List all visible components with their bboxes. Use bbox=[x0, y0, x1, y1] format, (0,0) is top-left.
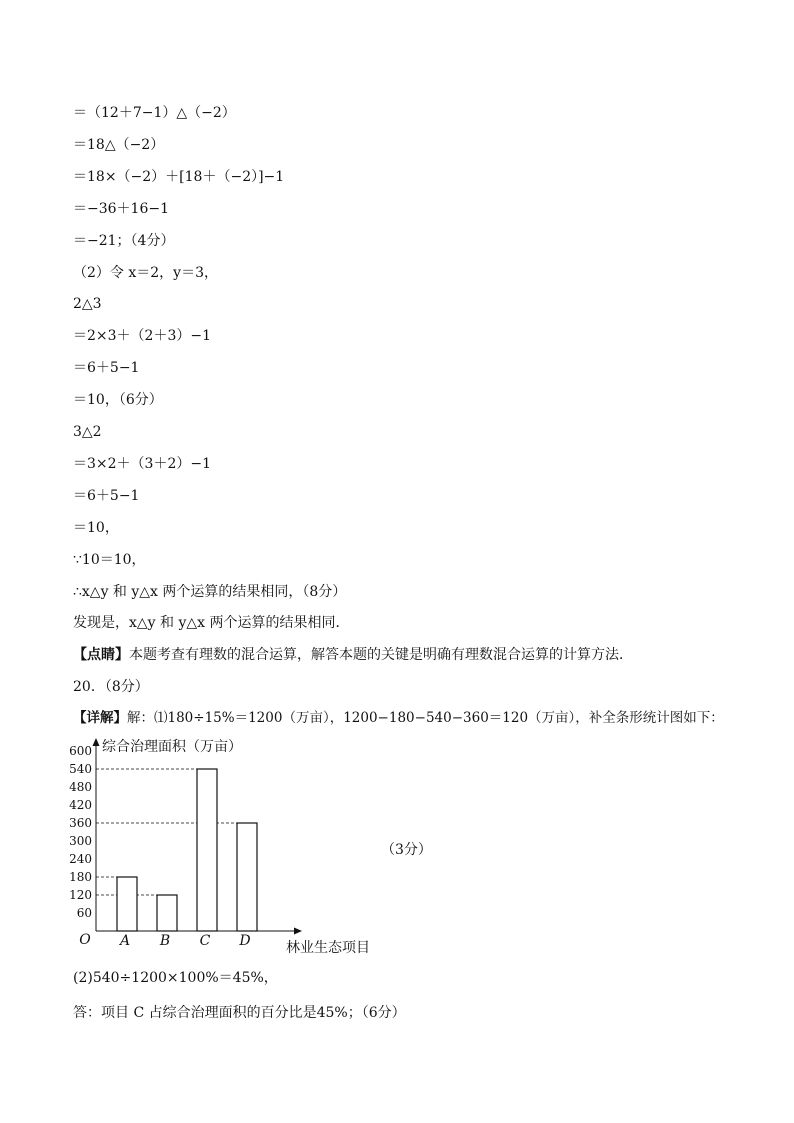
chart-y-tick-label: 420 bbox=[69, 798, 92, 812]
chart-origin-label: O bbox=[79, 932, 91, 948]
chart-category-labels bbox=[118, 933, 251, 949]
detail-paragraph bbox=[73, 709, 724, 727]
chart-y-tick-label: 120 bbox=[69, 888, 92, 902]
bar-chart bbox=[60, 733, 390, 963]
chart-score-note: （3分） bbox=[381, 842, 432, 858]
chart-category-label: C bbox=[199, 933, 211, 949]
detail-tag: 【详解】 bbox=[73, 710, 127, 726]
chart-y-tick-label: 600 bbox=[69, 744, 92, 758]
solution-line: ∴x△y 和 y△x 两个运算的结果相同，（8分） bbox=[73, 583, 347, 600]
chart-y-tick-label: 180 bbox=[69, 870, 92, 884]
solution-line: ＝−21；（4分） bbox=[73, 232, 175, 249]
solution-line: 发现是，x△y 和 y△x 两个运算的结果相同． bbox=[73, 615, 350, 632]
solution-line: 3△2 bbox=[73, 424, 102, 440]
final-answer: 答：项目 C 占综合治理面积的百分比是45%；（6分） bbox=[73, 1005, 406, 1021]
solution-line: ＝10，（6分） bbox=[73, 392, 163, 409]
solution-line: （2）令 x＝2，y＝3， bbox=[73, 264, 218, 281]
solution-line: ＝2×3＋（2＋3）−1 bbox=[73, 328, 211, 345]
solution-line: ＝（12＋7−1）△（−2） bbox=[73, 105, 236, 121]
chart-x-axis-label: 林业生态项目 bbox=[286, 940, 370, 956]
comment-text: 本题考查有理数的混合运算，解答本题的关键是明确有理数混合运算的计算方法． bbox=[129, 647, 633, 663]
chart-bar-a bbox=[117, 877, 137, 931]
chart-x-axis-arrow bbox=[294, 928, 302, 935]
chart-category-label: B bbox=[159, 933, 171, 949]
solution-line: 2△3 bbox=[73, 296, 102, 313]
chart-bar-d bbox=[237, 823, 257, 931]
chart-y-ticks bbox=[69, 744, 92, 920]
chart-bar-b bbox=[157, 895, 177, 931]
solution-line: ＝18×（−2）＋[18＋（−2）]−1 bbox=[73, 168, 285, 185]
detail-text: 解：⑴180÷15%＝1200（万亩），1200−180−540−360＝120（万亩），补全条形统计图如下： bbox=[127, 710, 724, 726]
chart-bars bbox=[117, 769, 257, 931]
solution-line: ＝6＋5−1 bbox=[73, 360, 140, 377]
solution-line: ＝18△（−2） bbox=[73, 136, 165, 153]
chart-category-label: A bbox=[119, 933, 131, 949]
chart-y-tick-label: 240 bbox=[69, 852, 92, 866]
chart-category-label: D bbox=[239, 933, 251, 949]
question-20-header: 20．（8分） bbox=[73, 679, 149, 695]
chart-y-tick-label: 300 bbox=[69, 834, 92, 848]
chart-y-tick-label: 540 bbox=[69, 762, 92, 776]
chart-y-axis-arrow bbox=[93, 738, 100, 746]
chart-bar-c bbox=[197, 769, 217, 931]
chart-y-tick-label: 480 bbox=[69, 780, 92, 794]
solution-line: ＝6＋5−1 bbox=[73, 487, 140, 504]
comment-tag: 【点睛】 bbox=[73, 647, 129, 663]
chart-y-tick-label: 360 bbox=[69, 816, 92, 830]
solution-line: ＝10， bbox=[73, 519, 119, 536]
part-2-calculation: (2)540÷1200×100%＝45%， bbox=[73, 970, 278, 986]
solution-line: ＝3×2＋（3＋2）−1 bbox=[73, 455, 211, 472]
chart-y-axis-label: 综合治理面积（万亩） bbox=[102, 739, 242, 755]
solution-line: ∵10＝10， bbox=[73, 551, 146, 568]
comment-paragraph bbox=[73, 646, 633, 664]
chart-y-tick-label: 60 bbox=[76, 906, 92, 920]
solution-line: ＝−36＋16−1 bbox=[73, 200, 169, 217]
